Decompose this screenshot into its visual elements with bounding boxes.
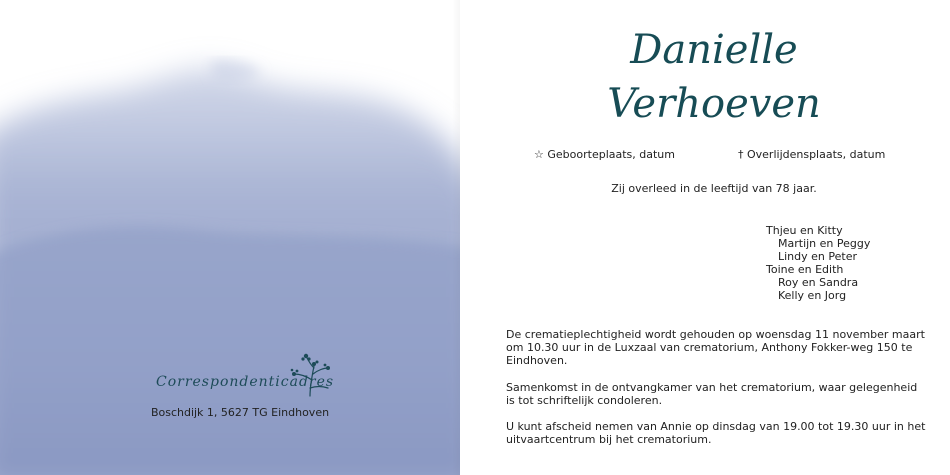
family-list	[766, 224, 870, 302]
family-member: Roy en Sandra	[778, 276, 859, 289]
birth-text: Geboorteplaats, datum	[547, 148, 675, 161]
cross-icon: †	[738, 148, 744, 161]
left-panel	[0, 0, 460, 475]
fold-shadow	[452, 0, 460, 475]
last-name: Verhoeven	[607, 81, 821, 127]
family-member: Toine en Edith	[766, 263, 844, 276]
death-info	[738, 148, 885, 161]
first-name: Danielle	[630, 27, 798, 73]
ceremony-paragraph: De crematieplechtigheid wordt gehouden op woensdag 11 november maart om 10.30 uur in de Luxzaal van crematorium, Anthony Fokker-weg 150 te Eindhoven.	[506, 328, 925, 367]
death-text: Overlijdensplaats, datum	[747, 148, 886, 161]
family-member: Lindy en Peter	[778, 250, 857, 263]
correspondence-title: Correspondenticadres	[156, 374, 335, 390]
correspondence-address: Boschdijk 1, 5627 TG Eindhoven	[150, 406, 330, 419]
age-line: Zij overleed in de leeftijd van 78 jaar.	[611, 182, 817, 195]
family-member: Martijn en Peggy	[778, 237, 871, 250]
watercolor-wash	[0, 0, 460, 475]
birth-info	[534, 148, 675, 161]
family-member: Thjeu en Kitty	[766, 224, 843, 237]
star-icon: ☆	[534, 148, 544, 161]
family-member: Kelly en Jorg	[778, 289, 847, 302]
gathering-paragraph: Samenkomst in de ontvangkamer van het crematorium, waar gelegenheid is tot schriftelijk condoleren.	[506, 381, 918, 407]
farewell-paragraph: U kunt afscheid nemen van Annie op dinsdag van 19.00 tot 19.30 uur in het uitvaartcentrum bij het crematorium.	[506, 420, 926, 446]
